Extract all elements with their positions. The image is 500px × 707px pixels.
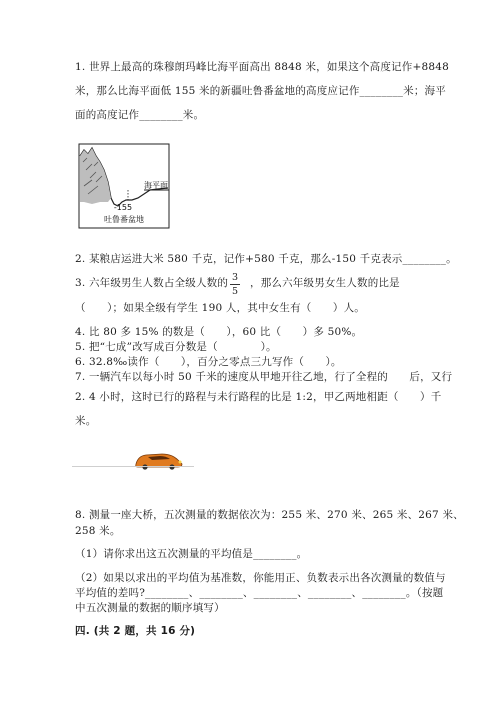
depth-label: -155 <box>113 203 133 212</box>
question-3-line-1b: ，那么六年级男女生人数的比是 <box>250 277 400 289</box>
question-8-sub-2-line-1: （2）如果以求出的平均值为基准数，你能用正、负数表示出各次测量的数值与 <box>75 572 446 584</box>
question-7-line-1: 7. 一辆汽车以每小时 50 千米的速度从甲地开往乙地，行了全程的 后，又行 <box>75 371 453 383</box>
question-8-line-2: 258 米。 <box>75 525 121 537</box>
fraction-numerator: 3 <box>231 272 239 283</box>
section-four-title: 四. (共 2 题，共 16 分) <box>75 625 196 637</box>
question-3-line-1a: 3. 六年级男生人数占全级人数的 <box>75 277 229 289</box>
fraction-bar <box>230 284 240 285</box>
question-2: 2. 某粮店运进大米 580 千克，记作+580 千克，那么-150 千克表示________。 <box>75 253 457 265</box>
question-4: 4. 比 80 多 15% 的数是（ ），60 比（ ）多 50%。 <box>75 326 363 338</box>
question-6: 6. 32.8‰读作（ ），百分之零点三九写作（ ）。 <box>75 356 342 368</box>
question-8-sub-2-line-2: 平均值的差吗?________、________、________、________、________。（按题 <box>75 587 444 599</box>
car-light <box>179 461 182 464</box>
question-8-sub-1: （1）请你求出这五次测量的平均值是________。 <box>75 548 308 560</box>
road-line <box>72 466 194 467</box>
turpan-basin-figure <box>78 142 170 230</box>
question-8-sub-2-line-3: 中五次测量的数据的顺序填写） <box>75 602 225 614</box>
question-8-line-1: 8. 测量一座大桥，五次测量的数据依次为：255 米、270 米、265 米、267 米、 <box>75 509 464 521</box>
car-illustration <box>132 450 184 470</box>
basin-label: 吐鲁番盆地 <box>104 215 144 224</box>
question-3-line-2: （ ）；如果全级有学生 190 人，其中女生有（ ）人。 <box>75 302 365 314</box>
sea-level-label: 海平面 <box>144 181 168 190</box>
fraction-denominator: 5 <box>231 286 239 297</box>
question-7-line-3: 米。 <box>75 415 97 427</box>
question-1-line-1: 1. 世界上最高的珠穆朗玛峰比海平面高出 8848 米，如果这个高度记作+8848 <box>75 61 449 73</box>
question-1-line-2: 米，那么比海平面低 155 米的新疆吐鲁番盆地的高度应记作________米；海平 <box>75 85 446 97</box>
question-1-line-3: 面的高度记作________米。 <box>75 109 205 121</box>
question-5: 5. 把“七成”改写成百分数是（ ）。 <box>75 341 277 353</box>
fraction-three-fifths <box>228 272 242 297</box>
question-7-line-2: 2. 4 小时，这时已行的路程与未行路程的比是 1:2，甲乙两地相距（ ）千 <box>75 391 442 403</box>
